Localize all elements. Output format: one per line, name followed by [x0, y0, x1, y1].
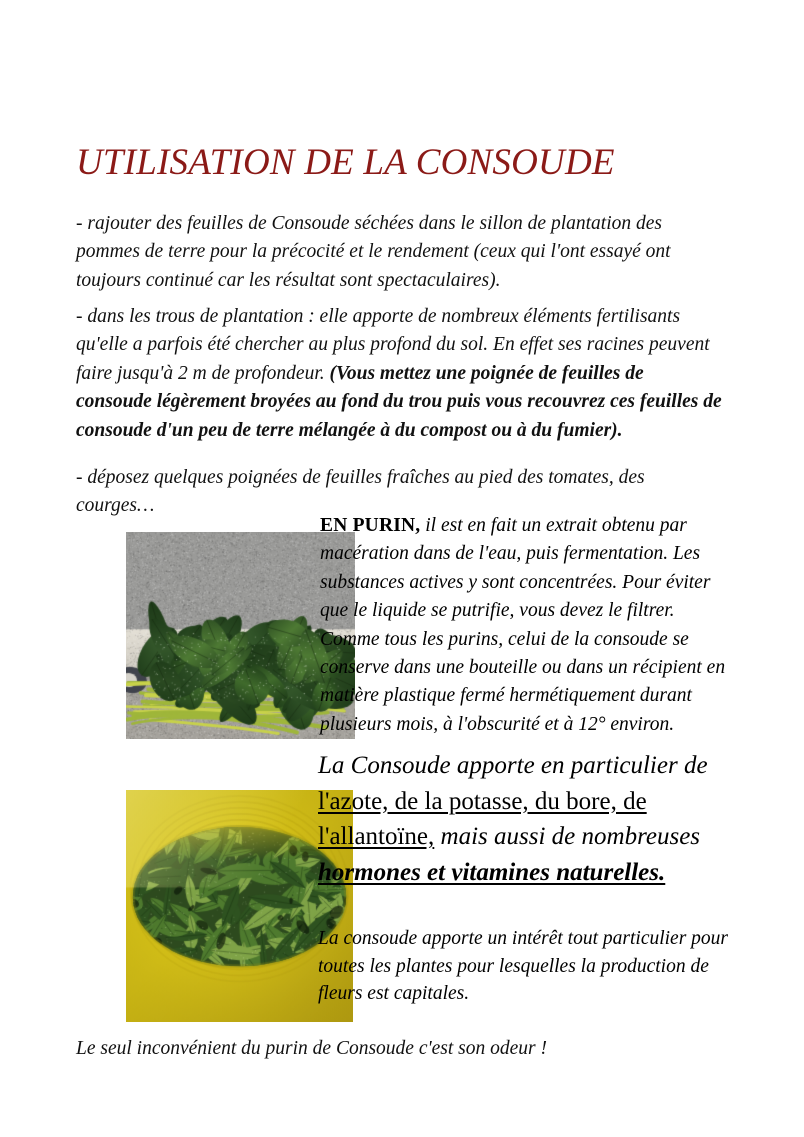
- paragraph-planting-holes-bold: (Vous mettez une poignée de feuilles de consoude légèrement broyées au fond du trou puis vous recouvrez ces feuilles de consoude d'un peu de terre mélangée à du compost ou à du fumier).: [76, 362, 722, 441]
- paragraph-odour: Le seul inconvénient du purin de Consoude c'est son odeur !: [76, 1037, 548, 1059]
- paragraph-flower-production: La consoude apporte un intérêt tout particulier pour toutes les plantes pour lesquelles la production de fleurs est capitales.: [318, 928, 729, 1004]
- nutrients-text-block: [318, 748, 730, 890]
- purin-text-block: [320, 512, 728, 739]
- nutrients-list-underlined: l'azote, de la potasse, du bore, de l'allantoïne,: [318, 787, 647, 850]
- paragraph-planting-holes-normal: - dans les trous de plantation : elle apporte de nombreux éléments fertilisants qu'elle a parfois été chercher au plus profond du sol. En effet ses racines peuvent faire jusqu'à 2 m de profondeur.: [76, 305, 710, 384]
- paragraph-potatoes: - rajouter des feuilles de Consoude séchées dans le sillon de plantation des pommes de terre pour la précocité et le rendement (ceux qui l'ont essayé ont toujours continué car les résultat sont spectaculaires).: [76, 212, 671, 291]
- nutrients-connector: mais aussi de nombreuses: [434, 823, 701, 850]
- nutrients-hormones-underlined: hormones et vitamines naturelles.: [318, 858, 666, 886]
- purin-heading: EN PURIN,: [320, 515, 421, 536]
- paragraph-fresh-leaves: - déposez quelques poignées de feuilles fraîches au pied des tomates, des courges…: [76, 466, 645, 517]
- page-title: UTILISATION DE LA CONSOUDE: [76, 141, 615, 183]
- nutrients-intro: La Consoude apporte en particulier de: [318, 752, 708, 779]
- paragraph-planting-holes: [76, 303, 724, 446]
- purin-body: il est en fait un extrait obtenu par macération dans de l'eau, puis fermentation. Les substances actives y sont concentrées. Pour éviter que le liquide se putrifie, vous devez le filtrer. Comme tous les purins, celui de la consoude se conserve dans une bouteille ou dans un récipient en matière plastique fermé hermétiquement durant plusieurs mois, à l'obscurité et à 12° environ.: [320, 515, 726, 735]
